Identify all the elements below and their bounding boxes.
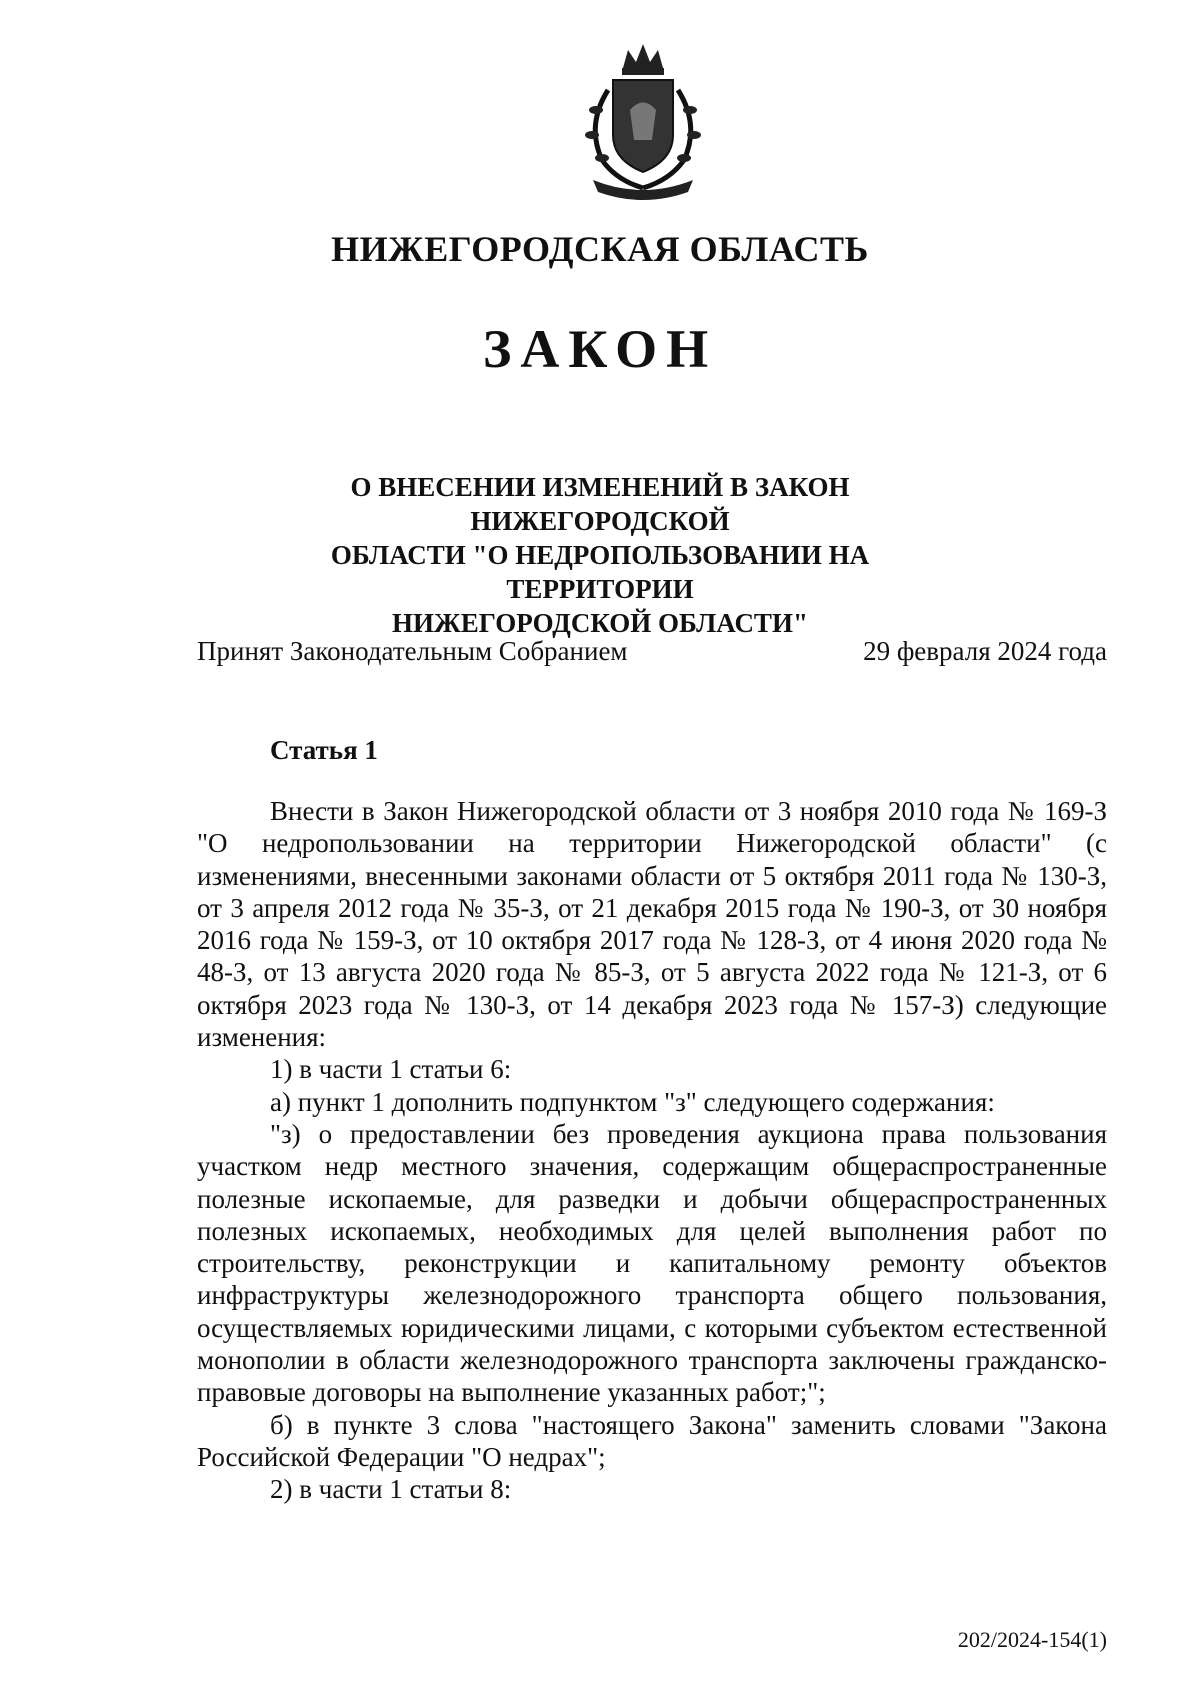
document-type: ЗАКОН [482, 319, 718, 379]
paragraph: Внести в Закон Нижегородской области от 3 ноября 2010 года № 169-З "О недропользовании на территории Нижегородской области" (с изменениями, внесенными законами области от 5 октября 2011 года № 130-З, от 3 апреля 2012 года № 35-З, от 21 декабря 2015 года № 190-З, от 30 ноября 2016 года № 159-З, от 10 октября 2017 года № 128-З, от 4 июня 2020 года № 48-З, от 13 августа 2020 года № 85-З, от 5 августа 2022 года № 121-З, от 6 октября 2023 года № 130-З, от 14 декабря 2023 года № 157-З) следующие изменения: [197, 796, 1107, 1053]
paragraph: а) пункт 1 дополнить подпунктом "з" следующего содержания: [270, 1086, 995, 1117]
coat-of-arms-icon [568, 40, 718, 210]
adoption-label: Принят Законодательным Собранием [197, 636, 628, 666]
document-code: 202/2024-154(1) [957, 1627, 1107, 1652]
paragraph: б) в пункте 3 слова "настоящего Закона" заменить словами "Закона Российской Федерации "О недрах"; [197, 1409, 1107, 1472]
adoption-date: 29 февраля 2024 года [863, 636, 1107, 666]
region-name: НИЖЕГОРОДСКАЯ ОБЛАСТЬ [331, 229, 869, 269]
paragraph: 1) в части 1 статьи 6: [270, 1054, 512, 1085]
adoption-line [197, 636, 1107, 667]
law-title-line: ОБЛАСТИ "О НЕДРОПОЛЬЗОВАНИИ НА ТЕРРИТОРИИ [330, 540, 870, 604]
law-title-line: НИЖЕГОРОДСКОЙ ОБЛАСТИ" [392, 608, 808, 638]
law-title [240, 470, 960, 640]
law-title-line: О ВНЕСЕНИИ ИЗМЕНЕНИЙ В ЗАКОН НИЖЕГОРОДСКОЙ [350, 472, 850, 536]
paragraph: 2) в части 1 статьи 8: [270, 1474, 512, 1505]
article-body [197, 795, 1107, 1506]
paragraph: "з) о предоставлении без проведения аукциона права пользования участком недр местного значения, содержащим общераспространенные полезные ископаемые, для разведки и добычи общераспространенных полезных ископаемых, необходимых для целей выполнения работ по строительству, реконструкции и капитальному ремонту объектов инфраструктуры железнодорожного транспорта общего пользования, осуществляемых юридическими лицами, с которыми субъектом естественной монополии в области железнодорожного транспорта заключены гражданско-правовые договоры на выполнение указанных работ;"; [197, 1118, 1107, 1408]
article-heading: Статья 1 [270, 735, 378, 765]
